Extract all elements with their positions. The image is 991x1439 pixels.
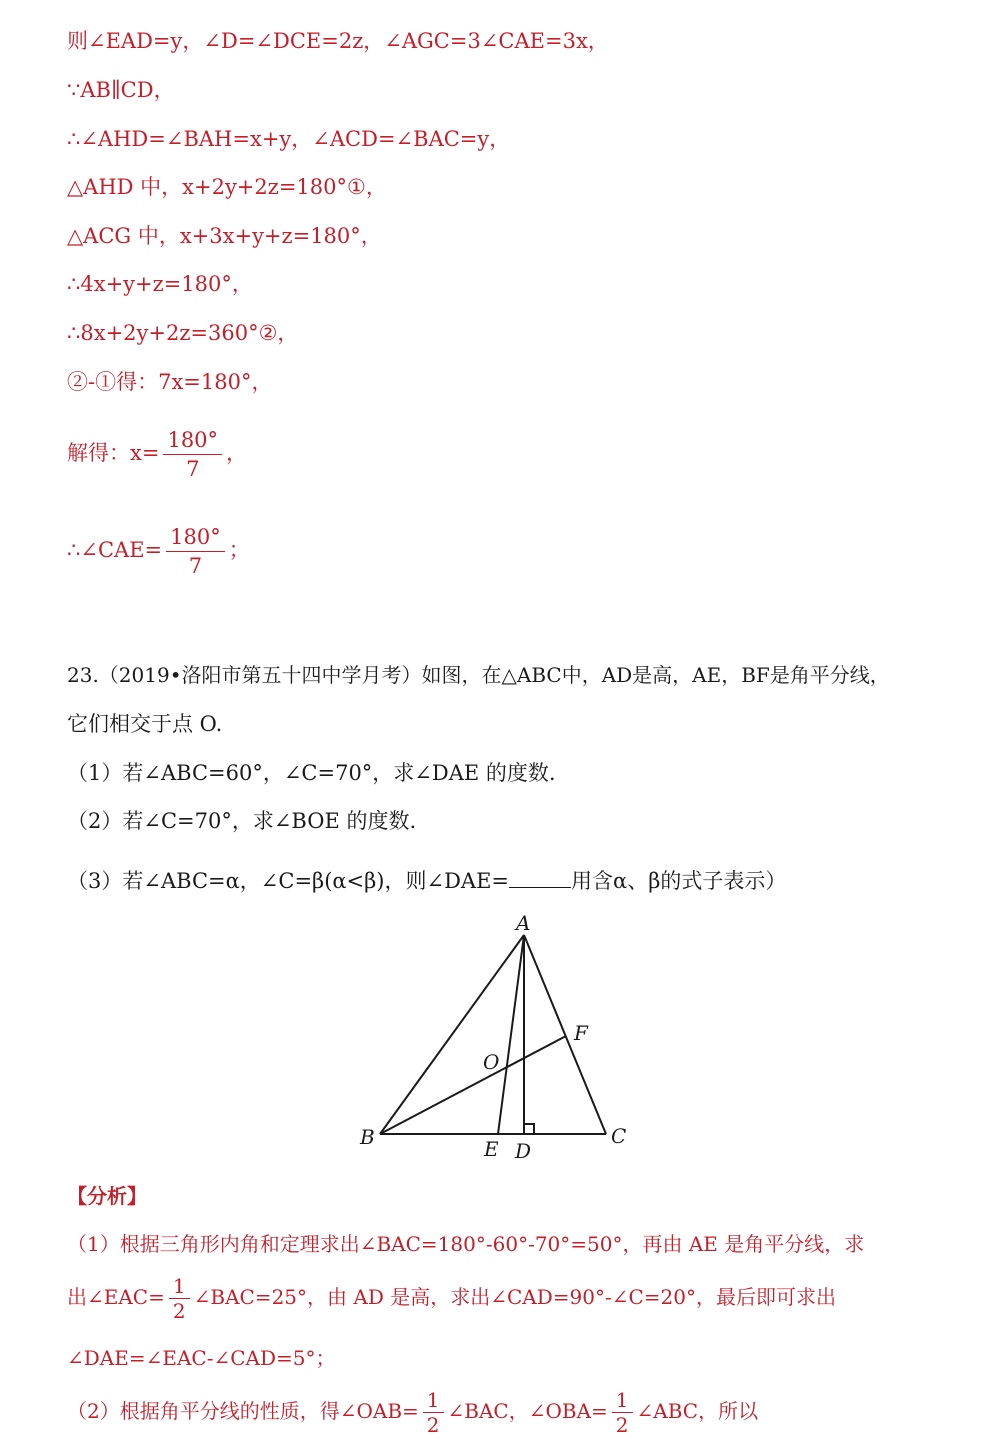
analysis-p1-line2-start: 出∠EAC= [67, 1285, 165, 1309]
analysis-p2-start: （2）根据角平分线的性质，得∠OAB= [67, 1399, 419, 1423]
label-f: F [574, 1021, 588, 1045]
analysis-p1-line1: （1）根据三角形内角和定理求出∠BAC=180°-60°-70°=50°，再由 AE 是角平分线，求 [67, 1232, 865, 1256]
question-3-text: （3）若∠ABC=α，∠C=β(α<β)，则∠DAE= [67, 869, 510, 893]
angle-cae-line [67, 523, 250, 580]
solve-x-prefix: 解得：x= [67, 441, 160, 465]
fraction-denominator: 7 [186, 457, 200, 481]
question-2: （2）若∠C=70°，求∠BOE 的度数. [67, 809, 417, 833]
label-b: B [360, 1125, 375, 1149]
analysis-p1-line3: ∠DAE=∠EAC-∠CAD=5°； [67, 1346, 336, 1370]
label-c: C [611, 1124, 627, 1148]
solve-x-line [67, 426, 247, 483]
label-d: D [515, 1139, 532, 1163]
fraction-denominator: 2 [615, 1413, 629, 1437]
label-a: A [516, 911, 531, 935]
analysis-p1-line2 [67, 1274, 836, 1323]
question-1: （1）若∠ABC=60°，∠C=70°，求∠DAE 的度数. [67, 761, 556, 785]
problem-header-2: 它们相交于点 O. [67, 712, 223, 736]
analysis-p2-middle: ∠BAC，∠OBA= [447, 1399, 608, 1423]
label-e: E [484, 1137, 499, 1161]
solution-line-8: ②-①得：7x=180°， [67, 370, 273, 394]
bisector-bf [380, 1036, 566, 1134]
solution-line-1: 则∠EAD=y，∠D=∠DCE=2z，∠AGC=3∠CAE=3x， [67, 29, 609, 53]
half-fraction [169, 1274, 190, 1323]
answer-blank [509, 865, 571, 888]
label-o: O [483, 1050, 500, 1074]
analysis-p2-end: ∠ABC，所以 [636, 1399, 759, 1423]
problem-header: 23.（2019•洛阳市第五十四中学月考）如图，在△ABC中，AD是高，AE，BF是角平分线， [67, 663, 890, 687]
solution-line-6: ∴4x+y+z=180°， [67, 272, 253, 296]
half-fraction [612, 1388, 633, 1437]
fraction-numerator: 180° [166, 523, 225, 552]
question-3-tail: 用含α、β的式子表示） [571, 869, 787, 893]
side-ac [524, 935, 606, 1134]
half-fraction [423, 1388, 444, 1437]
right-angle-mark [524, 1124, 534, 1134]
fraction-numerator: 180° [163, 426, 222, 455]
triangle-figure [352, 905, 642, 1165]
fraction-numerator: 1 [169, 1274, 190, 1299]
fraction-numerator: 1 [423, 1388, 444, 1413]
solution-line-3: ∴∠AHD=∠BAH=x+y，∠ACD=∠BAC=y， [67, 127, 511, 151]
solve-x-fraction [163, 426, 222, 483]
analysis-p2 [67, 1388, 758, 1437]
analysis-title: 【分析】 [67, 1184, 147, 1208]
fraction-denominator: 7 [188, 554, 203, 578]
angle-cae-fraction [166, 523, 225, 580]
fraction-denominator: 2 [172, 1299, 186, 1323]
solution-line-5: △ACG 中，x+3x+y+z=180°， [67, 224, 382, 248]
solution-line-4: △AHD 中，x+2y+2z=180°①， [67, 175, 387, 199]
solve-x-suffix: ， [226, 441, 248, 465]
question-3 [67, 865, 786, 894]
angle-cae-suffix: ； [228, 538, 250, 562]
fraction-denominator: 2 [426, 1413, 440, 1437]
fraction-numerator: 1 [612, 1388, 633, 1413]
solution-line-2: ∵AB∥CD， [67, 78, 175, 102]
analysis-p1-line2-end: ∠BAC=25°，由 AD 是高，求出∠CAD=90°-∠C=20°，最后即可求出 [193, 1285, 836, 1309]
angle-cae-prefix: ∴∠CAE= [67, 538, 163, 562]
solution-line-7: ∴8x+2y+2z=360°②， [67, 321, 299, 345]
